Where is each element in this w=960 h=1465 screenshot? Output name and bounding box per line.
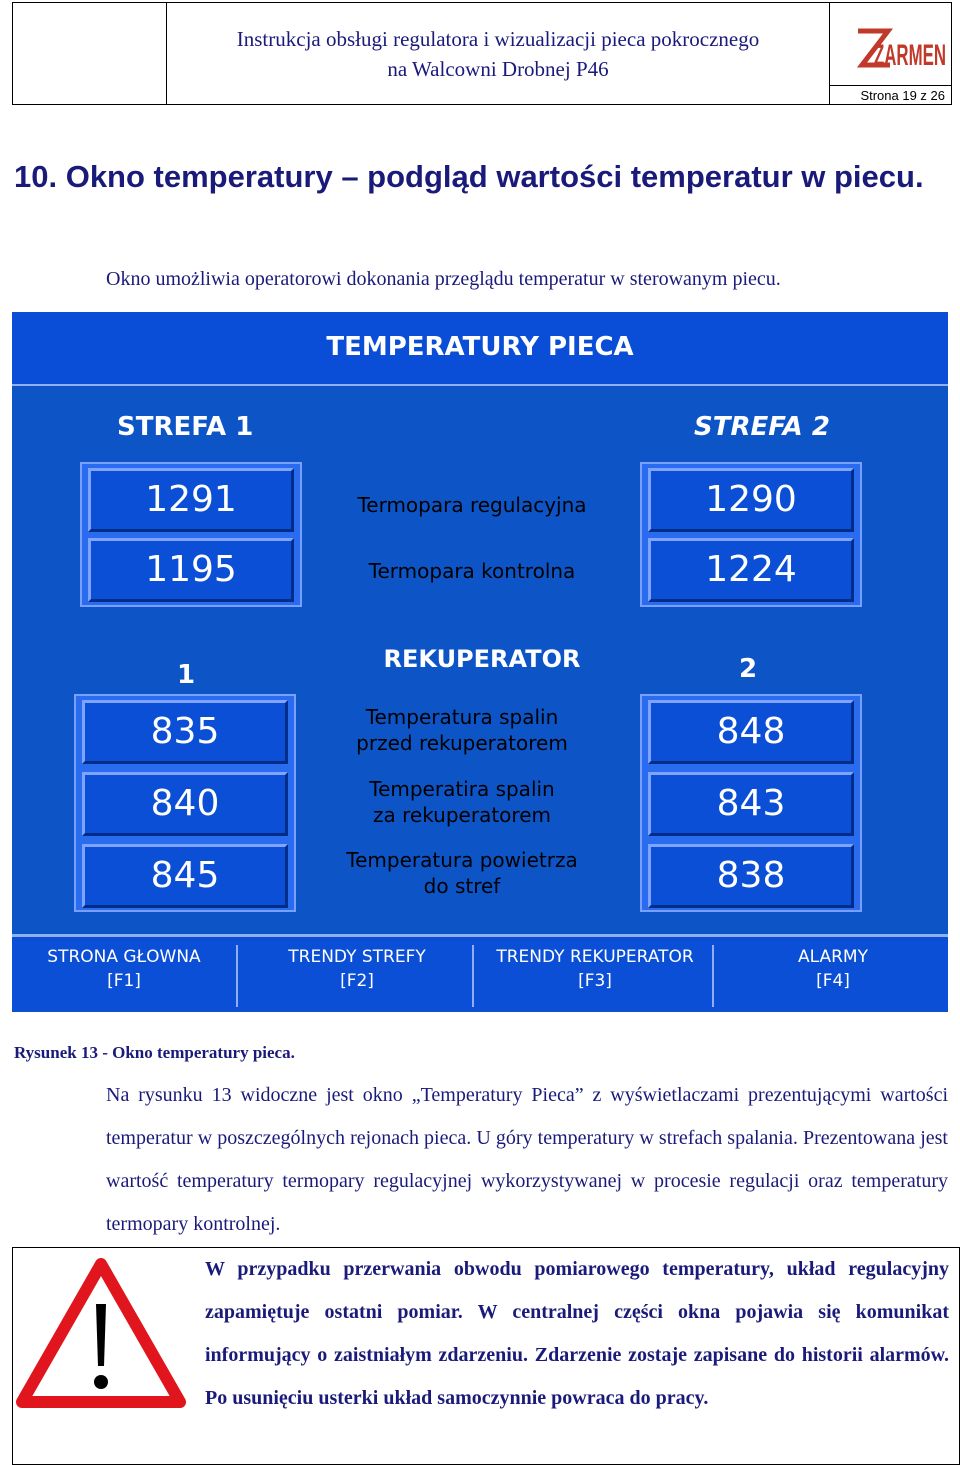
air-label-line2: do stref xyxy=(423,874,501,898)
header-brand-cell xyxy=(830,3,951,104)
zone-trends-button-label: TRENDY STREFY xyxy=(288,947,426,967)
flue-after-label xyxy=(302,776,622,828)
recuperator-trends-button-key: [F3] xyxy=(578,971,612,991)
flue-before-label xyxy=(302,704,622,756)
section-heading: 10. Okno temperatury – podgląd wartości temperatur w piecu. xyxy=(14,159,924,194)
warning-icon xyxy=(16,1258,186,1408)
main-page-button-key: [F1] xyxy=(107,971,141,991)
flue-before-label-line2: przed rekuperatorem xyxy=(356,731,568,755)
zone2-reg-value: 1290 xyxy=(648,468,854,532)
intro-text: Okno umożliwia operatorowi dokonania przeglądu temperatur w sterowanym piecu. xyxy=(106,268,781,290)
r2-flue-after-value: 843 xyxy=(648,772,854,836)
zarmen-logo xyxy=(848,25,948,75)
document-title-line1: Instrukcja obsługi regulatora i wizualizacji pieca pokrocznego xyxy=(236,26,760,51)
brand-name: ZARMEN xyxy=(874,39,946,72)
warning-text: W przypadku przerwania obwodu pomiarowego temperatury, układ regulacyjny zapamiętuje ostatni pomiar. W centralnej części okna pojawia się komunikat informujący o zaistniałym zdarzeniu. Zdarzenie zostaje zapisane do historii alarmów. Po usunięciu usterki układ samoczynnie powraca do pracy. xyxy=(205,1258,949,1409)
recuperator2-panel xyxy=(640,694,862,912)
recuperator1-label: 1 xyxy=(177,660,196,690)
flue-after-label-line1: Temperatira spalin xyxy=(369,777,555,801)
zone-trends-button[interactable] xyxy=(242,945,474,1007)
flue-after-label-line2: za rekuperatorem xyxy=(373,803,551,827)
recuperator1-panel xyxy=(74,694,296,912)
alarms-button-label: ALARMY xyxy=(798,947,868,967)
r1-flue-after-value: 840 xyxy=(82,772,288,836)
zone2-label: STREFA 2 xyxy=(694,412,830,442)
recuperator-trends-button[interactable] xyxy=(478,945,714,1007)
recuperator-title: REKUPERATOR xyxy=(383,645,581,673)
r2-flue-before-value: 848 xyxy=(648,700,854,764)
zone1-reg-value: 1291 xyxy=(88,468,294,532)
zone-trends-button-key: [F2] xyxy=(340,971,374,991)
body-paragraph-text: Na rysunku 13 widoczne jest okno „Temperatury Pieca” z wyświetlaczami prezentującymi wartości temperatur w poszczególnych rejonach pieca. U góry temperatury w strefach spalania. Prezentowana jest wartość temperatury termopary regulacyjnej wykorzystywanej w procesie regulacji oraz temperatury termopary kontrolnej. xyxy=(106,1084,948,1235)
r1-flue-before-value: 835 xyxy=(82,700,288,764)
ctrl-thermocouple-label: Termopara kontrolna xyxy=(368,559,576,583)
hmi-title-bar xyxy=(12,312,948,386)
reg-thermocouple-label: Termopara regulacyjna xyxy=(357,493,587,517)
main-page-button[interactable] xyxy=(12,945,238,1007)
r1-air-value: 845 xyxy=(82,844,288,908)
flue-before-label-line1: Temperatura spalin xyxy=(365,705,559,729)
body-paragraph xyxy=(14,1074,948,1246)
figure-caption: Rysunek 13 - Okno temperatury pieca. xyxy=(14,1043,295,1062)
page-header xyxy=(12,2,952,105)
zone1-panel xyxy=(80,462,302,607)
main-page-button-label: STRONA GŁOWNA xyxy=(47,947,201,967)
page-number: Strona 19 z 26 xyxy=(830,85,951,104)
hmi-screenshot xyxy=(12,312,948,1012)
warning-box xyxy=(12,1247,960,1465)
document-title-line2: na Walcowni Drobnej P46 xyxy=(387,56,609,81)
r2-air-value: 838 xyxy=(648,844,854,908)
hmi-title: TEMPERATURY PIECA xyxy=(326,332,634,362)
alarms-button-key: [F4] xyxy=(816,971,850,991)
recuperator-trends-button-label: TRENDY REKUPERATOR xyxy=(496,947,694,967)
alarms-button[interactable] xyxy=(718,945,948,1007)
document-title xyxy=(167,3,830,104)
zone1-ctrl-value: 1195 xyxy=(88,538,294,602)
zone2-ctrl-value: 1224 xyxy=(648,538,854,602)
hmi-button-bar xyxy=(12,934,948,1011)
zone1-label: STREFA 1 xyxy=(117,412,254,442)
air-label xyxy=(302,847,622,899)
zone2-panel xyxy=(640,462,862,607)
header-empty-cell xyxy=(13,3,167,104)
recuperator2-label: 2 xyxy=(739,654,758,684)
air-label-line1: Temperatura powietrza xyxy=(346,848,578,872)
